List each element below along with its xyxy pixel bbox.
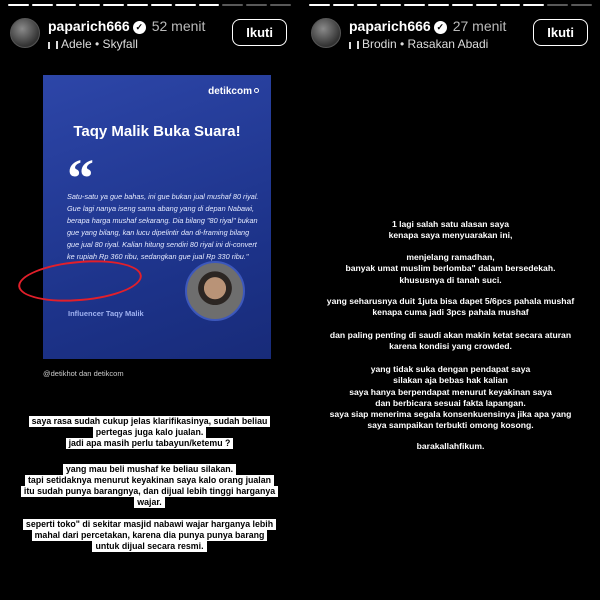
music-bars-icon	[349, 39, 359, 49]
card-title: Taqy Malik Buka Suara!	[73, 123, 241, 140]
story-header	[311, 16, 592, 56]
story-header	[10, 16, 291, 56]
post-time: 52 menit	[151, 18, 206, 34]
follow-button[interactable]: Ikuti	[232, 19, 287, 46]
quote-mark-icon: “	[67, 148, 94, 208]
music-bars-icon	[48, 39, 58, 49]
story-paragraph-1: 1 lagi salah satu alasan saya kenapa saya menyuarakan ini,	[388, 219, 513, 241]
music-label: Brodin • Rasakan Abadi	[362, 37, 489, 51]
story-paragraph-4: dan paling penting di saudi akan makin ketat secara aturan karena kondisi yang crowded.	[329, 330, 572, 352]
story-progress-bar	[8, 4, 291, 6]
story-paragraph-3: yang seharusnya duit 1juta bisa dapet 5/6pcs pahala mushaf kenapa cuma jadi 3pcs pahala mushaf	[326, 296, 575, 318]
story-paragraph-5: yang tidak suka dengan pendapat saya silakan aja bebas hak kalian saya hanya berpendapat menurut keyakinan saya dan berbicara sesuai fakta lapangan. saya siap menerima segala konsenkuensinya jika apa yang saya sampaikan terbukti omong kosong.	[329, 364, 572, 431]
music-info[interactable]	[349, 37, 488, 51]
verified-badge-icon: ✓	[434, 21, 447, 34]
post-time: 27 menit	[452, 18, 507, 34]
story-progress-bar	[309, 4, 592, 6]
author-photo	[185, 261, 245, 321]
quote-text: Satu-satu ya gue bahas, ini gue bukan jual mushaf 80 riyal. Gue lagi nanya iseng sama abang yang di depan Nabawi, berapa harga mushaf sekarang. Dia bilang "80 riyal" bukan gue yang bilang, kan lucu dipelintir dan di-framing bilang gue jual 80 riyal. Kalian hitung sendiri 80 riyal ini di-convert ke rupiah Rp 360 ribu, sedangkan gue jual Rp 330 ribu."	[67, 192, 259, 262]
post-credit[interactable]: @detikhot dan detikcom	[43, 369, 124, 378]
music-info[interactable]	[48, 37, 138, 51]
story-paragraph-2: menjelang ramadhan, banyak umat muslim berlomba" dalam bersedekah. khususnya di tanah suci.	[345, 252, 556, 285]
verified-badge-icon: ✓	[133, 21, 146, 34]
text-bubble-1: saya rasa sudah cukup jelas klarifikasinya, sudah beliau pertegas juga kalo jualan. jadi apa masih perlu tabayun/ketemu ?	[0, 411, 299, 444]
music-label: Adele • Skyfall	[61, 37, 138, 51]
embedded-post-card[interactable]	[43, 75, 271, 359]
avatar[interactable]	[311, 18, 341, 48]
username-row[interactable]	[48, 18, 205, 34]
quote-author: Influencer Taqy Malik	[68, 309, 144, 318]
text-bubble-3: seperti toko" di sekitar masjid nabawi wajar harganya lebih mahal dari percetakan, karena dia punya punya barang untuk dijual secara resmi.	[0, 514, 299, 547]
story-paragraph-6: barakallahfikum.	[416, 441, 485, 451]
username[interactable]: paparich666	[48, 18, 130, 34]
follow-button[interactable]: Ikuti	[533, 19, 588, 46]
story-panel-right[interactable]	[301, 0, 600, 600]
story-panel-left[interactable]	[0, 0, 299, 600]
brand-logo: detikcom	[208, 86, 259, 97]
username-row[interactable]	[349, 18, 506, 34]
text-bubble-2: yang mau beli mushaf ke beliau silakan. tapi setidaknya menurut keyakinan saya kalo orang jualan itu sudah punya barangnya, dan dijual lebih tinggi harganya wajar.	[0, 459, 299, 503]
avatar[interactable]	[10, 18, 40, 48]
username[interactable]: paparich666	[349, 18, 431, 34]
